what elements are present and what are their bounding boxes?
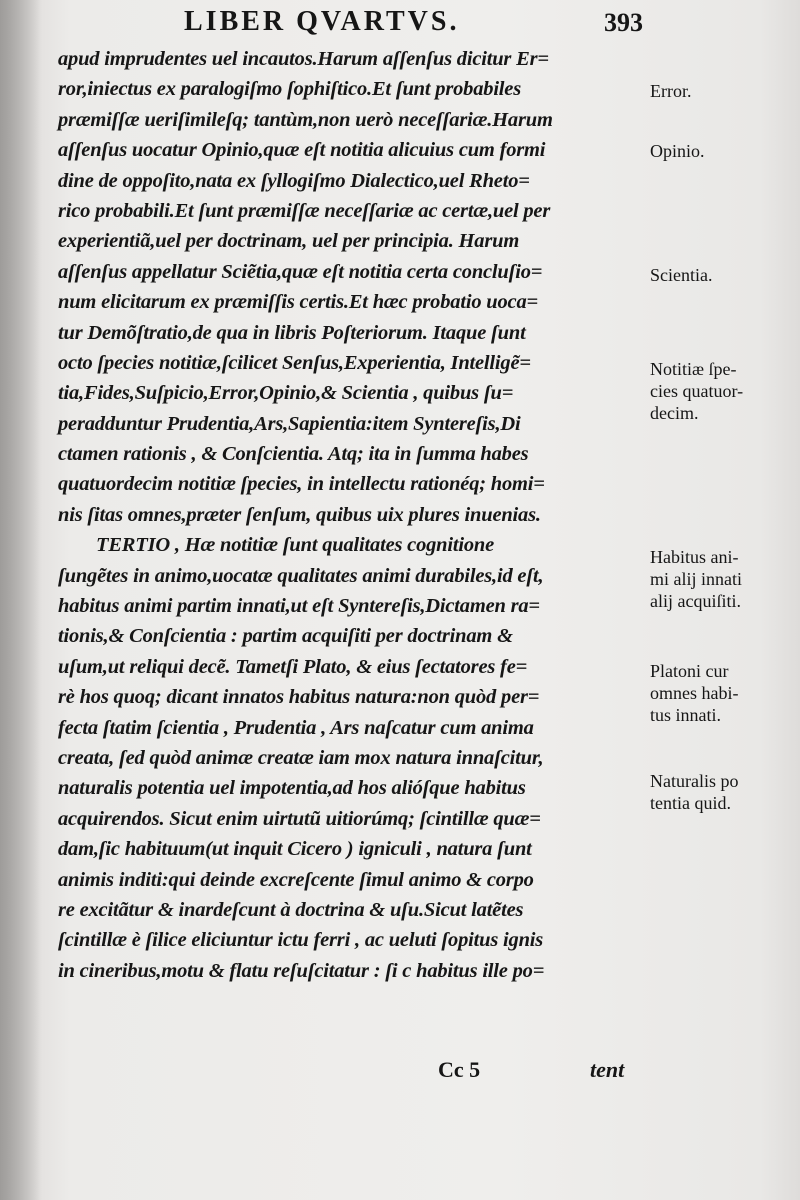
margin-note-scientia [650,264,800,286]
text-line: nis ſitas omnes,præter ſenſum, quibus uix plures inuenias. [58,503,541,526]
main-text-block [58,44,648,986]
text-line: habitus animi partim innati,ut eſt Syntereſis,Dictamen ra= [58,595,540,618]
text-line: ror,iniectus ex paralogiſmo ſophiſtico.Et ſunt probabiles [58,78,521,101]
text-line: creata, ſed quòd animæ creatæ iam mox natura innaſcitur, [58,746,544,769]
text-line: uſum,ut reliqui decẽ. Tametſi Plato, & eius ſectatores fe= [58,655,528,678]
text-line: aſſenſus uocatur Opinio,quæ eſt notitia alicuius cum formi [58,139,546,162]
text-line: fecta ſtatim ſcientia , Prudentia , Ars naſcatur cum anima [58,716,534,739]
margin-note-naturalis [650,770,800,814]
paragraph-start-line: TERTIO , Hæ notitiæ ſunt qualitates cognitione [96,534,495,557]
text-line: ſungẽtes in animo,uocatæ qualitates animi durabiles,id eſt, [58,564,544,587]
text-line: octo ſpecies notitiæ,ſcilicet Senſus,Experientia, Intelligẽ= [58,351,531,374]
margin-note-habitus [650,546,800,612]
margin-note-line: Notitiæ ſpe- [650,359,737,379]
text-line: præmiſſæ ueriſimileſq; tantùm,non uerò neceſſariæ.Harum [58,108,553,131]
text-line: in cineribus,motu & flatu reſuſcitatur : ſi c habitus ille po= [58,959,545,982]
margin-note-opinio [650,140,800,162]
text-line: dam,ſic habituum(ut inquit Cicero ) igniculi , natura ſunt [58,838,532,861]
margin-note-line: mi alij innati [650,569,742,589]
margin-note-line: cies quatuor- [650,381,744,401]
margin-note-platoni [650,660,800,726]
text-line: rico probabili.Et ſunt præmiſſæ neceſſariæ ac certæ,uel per [58,199,551,222]
text-line: aſſenſus appellatur Sciẽtia,quæ eſt notitia certa concluſio= [58,260,543,283]
signature-mark: Cc 5 [438,1057,481,1082]
margin-note-line: omnes habi- [650,683,739,703]
running-title: LIBER QVARTVS. [184,6,460,37]
text-line: animis inditi:qui deinde excreſcente ſimul animo & corpo [58,868,534,891]
margin-note-line: alij acquiſiti. [650,591,741,611]
gutter-shadow [0,0,42,1200]
text-line: apud imprudentes uel incautos.Harum aſſenſus dicitur Er= [58,48,549,70]
margin-note-line: Naturalis po [650,771,739,791]
text-line: naturalis potentia uel impotentia,ad hos alióſque habitus [58,777,526,800]
margin-note-line: tus innati. [650,705,721,725]
footer-catchword [438,1057,638,1087]
margin-note-error [650,80,800,102]
text-line: ſcintillæ è ſilice eliciuntur ictu ferri , ac ueluti ſopitus ignis [58,929,544,952]
page-header [184,6,654,40]
text-line: acquirendos. Sicut enim uirtutũ uitiorúmq; ſcintillæ quæ= [58,807,541,830]
text-line: re excitãtur & inardeſcunt à doctrina & uſu.Sicut latẽtes [58,898,524,921]
margin-note-line: Habitus ani- [650,547,739,567]
text-line: tia,Fides,Suſpicio,Error,Opinio,& Scientia , quibus ſu= [58,382,514,405]
text-line: rè hos quoq; dicant innatos habitus natura:non quòd per= [58,686,540,709]
text-line: tionis,& Conſcientia : partim acquiſiti per doctrinam & [58,625,513,648]
margin-note-line: Opinio. [650,141,705,161]
text-line: peradduntur Prudentia,Ars,Sapientia:item Syntereſis,Di [58,412,521,435]
text-line: ctamen rationis , & Conſcientia. Atq; ita in ſumma habes [58,443,529,466]
text-line: experientiã,uel per doctrinam, uel per principia. Harum [58,230,520,253]
margin-note-line: Platoni cur [650,661,729,681]
margin-note-notitiae-species [650,358,800,424]
text-line: num elicitarum ex præmiſſis certis.Et hæc probatio uoca= [58,291,538,314]
margin-note-line: decim. [650,403,699,423]
margin-note-line: Scientia. [650,265,713,285]
text-line: dine de oppoſito,nata ex ſyllogiſmo Dialectico,uel Rheto= [58,169,530,192]
margin-note-line: Error. [650,81,692,101]
catchword: tent [590,1057,625,1082]
margin-note-line: tentia quid. [650,793,731,813]
text-line: quatuordecim notitiæ ſpecies, in intellectu rationéq; homi= [58,473,545,496]
text-line: tur Demõſtratio,de qua in libris Poſteriorum. Itaque ſunt [58,321,526,344]
page-number: 393 [604,8,643,37]
